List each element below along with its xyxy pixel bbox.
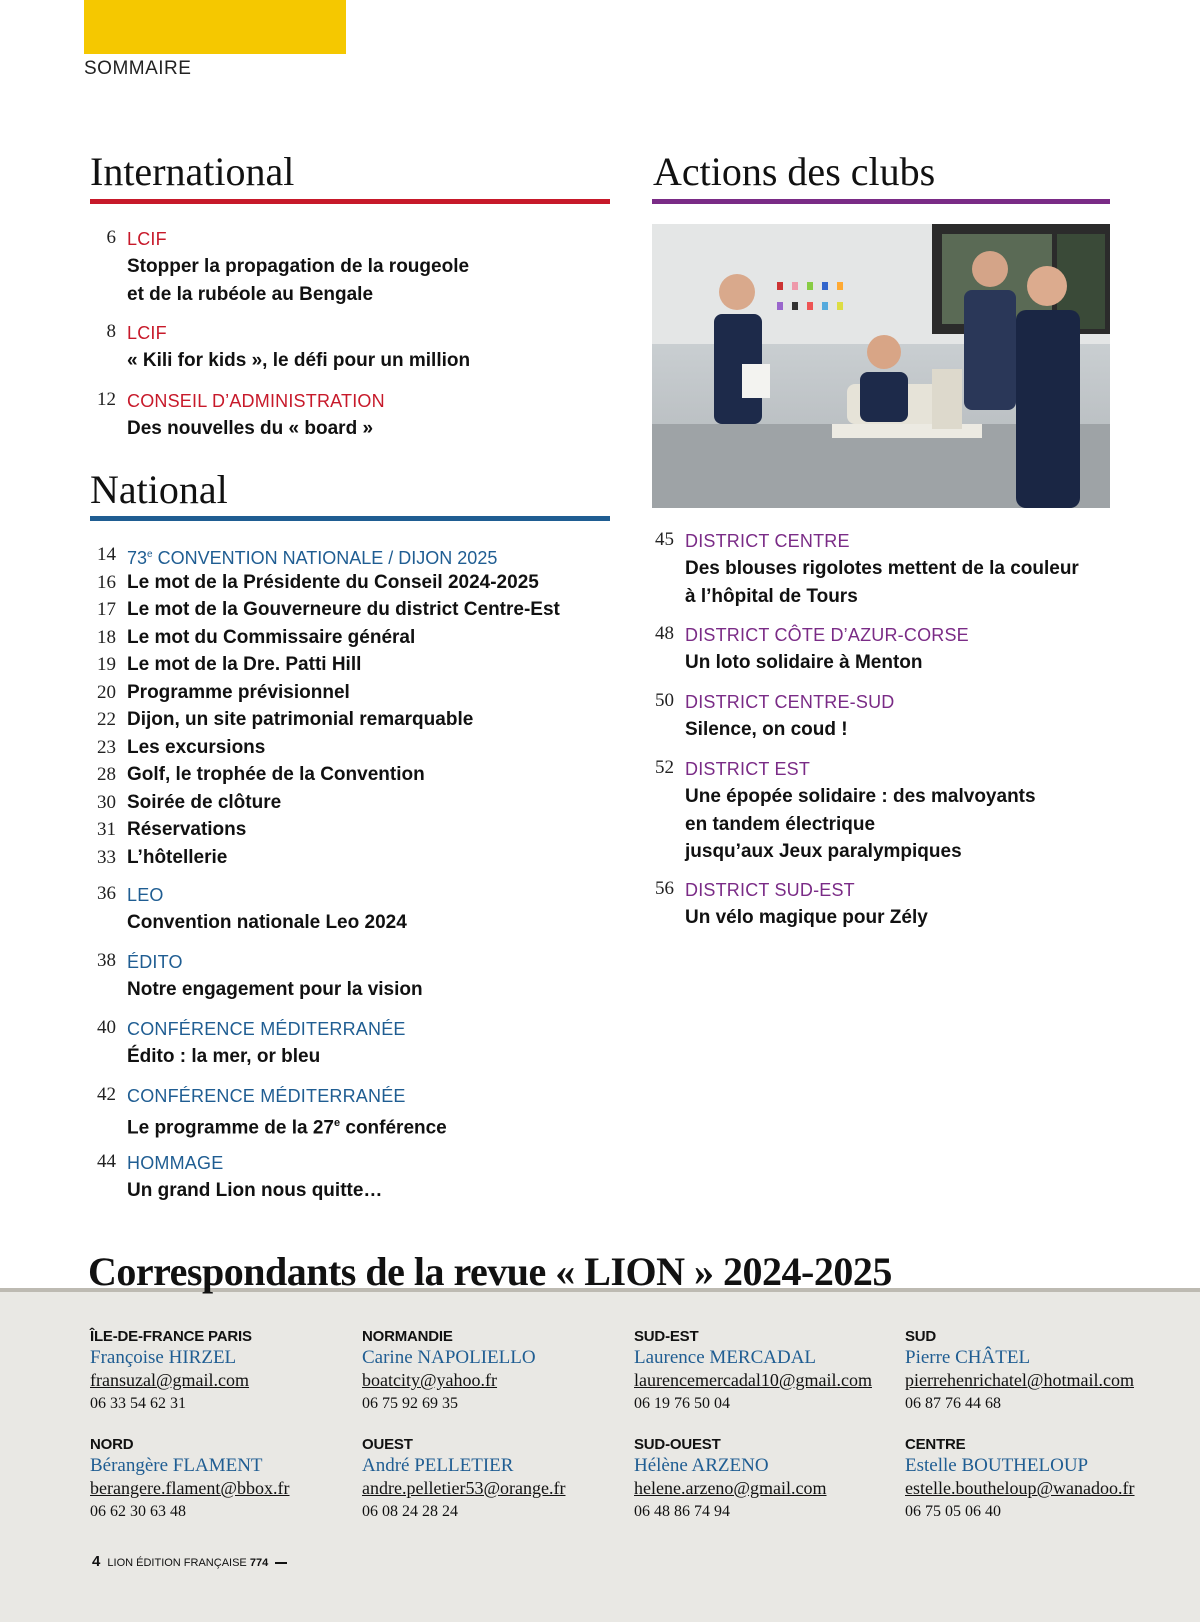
contact-phone: 06 62 30 63 48 xyxy=(90,1503,186,1520)
contact-region: OUEST xyxy=(362,1436,413,1453)
entry-title: Les excursions xyxy=(127,736,266,758)
entry-title: en tandem électrique xyxy=(685,813,876,835)
page-number: 22 xyxy=(97,709,116,730)
entry-title: Soirée de clôture xyxy=(127,791,282,813)
category-label: CONFÉRENCE MÉDITERRANÉE xyxy=(127,1019,406,1039)
category-label: CONSEIL D’ADMINISTRATION xyxy=(127,391,385,411)
contact-phone: 06 75 92 69 35 xyxy=(362,1395,458,1412)
page-number: 38 xyxy=(97,950,116,971)
toc-entry[interactable] xyxy=(90,226,610,308)
contact-name: Carine NAPOLIELLO xyxy=(362,1347,536,1368)
toc-entry[interactable] xyxy=(648,756,1168,866)
category-label: DISTRICT SUD-EST xyxy=(685,880,855,900)
contact-phone: 06 08 24 28 24 xyxy=(362,1503,458,1520)
entry-title: Stopper la propagation de la rougeole xyxy=(127,256,470,277)
toc-entry[interactable] xyxy=(90,761,610,789)
entry-title: Des nouvelles du « board » xyxy=(127,418,374,439)
contact-card xyxy=(90,1327,350,1417)
contact-email[interactable]: berangere.flament@bbox.fr xyxy=(90,1478,290,1498)
entry-title: Le mot de la Présidente du Conseil 2024-2025 xyxy=(127,571,539,593)
page-footer xyxy=(92,1553,287,1570)
toc-entry[interactable] xyxy=(648,528,1168,610)
toc-entry[interactable] xyxy=(90,569,610,597)
toc-entry[interactable] xyxy=(90,706,610,734)
contact-email[interactable]: estelle.boutheloup@wanadoo.fr xyxy=(905,1478,1135,1498)
toc-entry[interactable] xyxy=(90,882,610,937)
contact-region: SUD xyxy=(905,1328,937,1345)
contact-card xyxy=(362,1435,622,1525)
category-label: DISTRICT CENTRE xyxy=(685,531,850,551)
convention-list xyxy=(90,541,610,871)
page-number: 36 xyxy=(97,883,116,904)
contact-email[interactable]: helene.arzeno@gmail.com xyxy=(634,1478,827,1498)
contact-card xyxy=(905,1435,1165,1525)
contact-card xyxy=(362,1327,622,1417)
toc-entry[interactable] xyxy=(90,1083,610,1142)
category-label: CONFÉRENCE MÉDITERRANÉE xyxy=(127,1086,406,1106)
contact-region: NORD xyxy=(90,1436,134,1453)
entry-title: Un vélo magique pour Zély xyxy=(685,907,928,928)
category-label: DISTRICT CÔTE D’AZUR-CORSE xyxy=(685,625,969,645)
entry-title: Notre engagement pour la vision xyxy=(127,979,423,1000)
toc-entry[interactable] xyxy=(90,388,610,443)
category-label: DISTRICT EST xyxy=(685,759,811,779)
toc-entry[interactable] xyxy=(90,1150,610,1205)
page-number: 28 xyxy=(97,764,116,785)
entry-title: Golf, le trophée de la Convention xyxy=(127,764,425,785)
category-label: 73e CONVENTION NATIONALE / DIJON 2025 xyxy=(127,548,498,568)
page-number: 52 xyxy=(655,757,674,778)
page-number: 20 xyxy=(97,681,116,703)
contact-name: Pierre CHÂTEL xyxy=(905,1347,1031,1368)
contact-name: Laurence MERCADAL xyxy=(634,1347,817,1368)
contact-phone: 06 19 76 50 04 xyxy=(634,1395,730,1412)
page-number: 12 xyxy=(97,389,116,410)
entry-title: Un loto solidaire à Menton xyxy=(685,652,923,673)
contact-email[interactable]: andre.pelletier53@orange.fr xyxy=(362,1478,566,1498)
entry-title: Convention nationale Leo 2024 xyxy=(127,912,407,933)
contact-email[interactable]: laurencemercadal10@gmail.com xyxy=(634,1370,872,1390)
contact-card xyxy=(634,1327,894,1417)
contact-card xyxy=(634,1435,894,1525)
correspondents-title: Correspondants de la revue « LION » 2024-2025 xyxy=(88,1249,892,1294)
category-label: LCIF xyxy=(127,323,167,343)
category-label: ÉDITO xyxy=(127,952,183,972)
contact-email[interactable]: pierrehenrichatel@hotmail.com xyxy=(905,1370,1134,1390)
contact-card xyxy=(90,1435,350,1525)
page-number: 6 xyxy=(106,227,116,248)
contact-name: Françoise HIRZEL xyxy=(90,1347,237,1368)
page-number: 31 xyxy=(97,819,116,840)
category-label: DISTRICT CENTRE-SUD xyxy=(685,692,895,712)
page-number: 18 xyxy=(97,626,116,648)
entry-title: Le mot de la Gouverneure du district Centre-Est xyxy=(127,599,560,620)
page-number: 40 xyxy=(97,1017,116,1038)
section-rule-clubs xyxy=(652,199,1110,204)
sewing-workshop-photo xyxy=(652,224,1110,508)
category-label: HOMMAGE xyxy=(127,1153,224,1173)
contact-region: CENTRE xyxy=(905,1436,966,1453)
contact-region: SUD-EST xyxy=(634,1328,699,1345)
page-number: 44 xyxy=(97,1151,116,1172)
entry-title: L’hôtellerie xyxy=(127,846,228,868)
toc-entry[interactable] xyxy=(90,789,610,817)
article-photo xyxy=(652,224,1110,508)
contact-phone: 06 33 54 62 31 xyxy=(90,1395,186,1412)
contact-name: Estelle BOUTHELOUP xyxy=(905,1455,1089,1476)
contact-name: André PELLETIER xyxy=(362,1455,514,1476)
entry-title: Réservations xyxy=(127,819,247,840)
page-number: 8 xyxy=(106,321,116,342)
contact-region: NORMANDIE xyxy=(362,1328,453,1345)
section-title-clubs: Actions des clubs xyxy=(653,149,936,194)
category-label: LEO xyxy=(127,885,164,905)
entry-title: et de la rubéole au Bengale xyxy=(127,283,374,305)
contact-email[interactable]: boatcity@yahoo.fr xyxy=(362,1370,498,1390)
toc-entry[interactable] xyxy=(90,816,610,844)
page-number: 50 xyxy=(655,690,674,711)
toc-entry[interactable] xyxy=(648,877,1168,932)
toc-entry[interactable] xyxy=(648,622,1168,677)
page-number: 48 xyxy=(655,623,674,644)
entry-title: « Kili for kids », le défi pour un million xyxy=(127,350,471,371)
footer-dash xyxy=(275,1562,287,1564)
contact-phone: 06 48 86 74 94 xyxy=(634,1503,730,1520)
entry-title: Dijon, un site patrimonial remarquable xyxy=(127,709,474,730)
toc-entry[interactable] xyxy=(90,624,610,652)
toc-entry[interactable] xyxy=(90,320,610,375)
toc-entry[interactable] xyxy=(90,651,610,679)
contact-name: Bérangère FLAMENT xyxy=(90,1455,263,1476)
page-label: SOMMAIRE xyxy=(84,58,192,79)
contact-region: ÎLE-DE-FRANCE PARIS xyxy=(90,1328,252,1345)
page-number: 14 xyxy=(97,544,116,565)
category-label: LCIF xyxy=(127,229,167,249)
entry-title: Le mot de la Dre. Patti Hill xyxy=(127,654,362,675)
page-number: 19 xyxy=(97,654,116,675)
entry-title: à l’hôpital de Tours xyxy=(685,585,858,607)
page-number: 16 xyxy=(97,571,116,593)
entry-title: jusqu’aux Jeux paralympiques xyxy=(685,841,962,862)
entry-title: Le mot du Commissaire général xyxy=(127,626,416,648)
entry-title: Une épopée solidaire : des malvoyants xyxy=(685,786,1036,807)
page-number: 33 xyxy=(97,846,116,868)
footer-publication: LION ÉDITION FRANÇAISE xyxy=(107,1557,247,1569)
contact-name: Hélène ARZENO xyxy=(634,1455,769,1476)
toc-entry[interactable] xyxy=(90,734,610,762)
section-title-national: National xyxy=(90,467,228,512)
page-number: 17 xyxy=(97,599,116,620)
entry-title: Des blouses rigolotes mettent de la couleur xyxy=(685,558,1079,579)
toc-entry[interactable] xyxy=(90,679,610,707)
toc-entry[interactable] xyxy=(648,689,1168,744)
page-number: 45 xyxy=(655,529,674,550)
footer-page-number: 4 xyxy=(92,1553,101,1570)
contact-phone: 06 87 76 44 68 xyxy=(905,1395,1001,1412)
section-rule-national xyxy=(90,516,610,521)
entry-title: Le programme de la 27e conférence xyxy=(127,1117,447,1139)
section-rule-international xyxy=(90,199,610,204)
footer-issue: 774 xyxy=(249,1557,269,1569)
contact-card xyxy=(905,1327,1165,1417)
toc-entry[interactable] xyxy=(90,541,610,569)
entry-title: Édito : la mer, or bleu xyxy=(127,1046,321,1067)
contact-region: SUD-OUEST xyxy=(634,1436,721,1453)
page-number: 30 xyxy=(97,791,116,813)
accent-bar xyxy=(84,0,346,54)
toc-entry[interactable] xyxy=(90,1016,610,1071)
section-title-international: International xyxy=(90,149,295,194)
toc-entry[interactable] xyxy=(90,844,610,872)
toc-entry[interactable] xyxy=(90,949,610,1004)
page-number: 42 xyxy=(97,1084,116,1105)
contact-email[interactable]: fransuzal@gmail.com xyxy=(90,1370,250,1390)
entry-title: Un grand Lion nous quitte… xyxy=(127,1180,383,1201)
entry-title: Silence, on coud ! xyxy=(685,719,848,740)
page-number: 56 xyxy=(655,878,674,899)
toc-entry[interactable] xyxy=(90,596,610,624)
entry-title: Programme prévisionnel xyxy=(127,681,350,703)
contact-phone: 06 75 05 06 40 xyxy=(905,1503,1001,1520)
page-number: 23 xyxy=(97,736,116,758)
